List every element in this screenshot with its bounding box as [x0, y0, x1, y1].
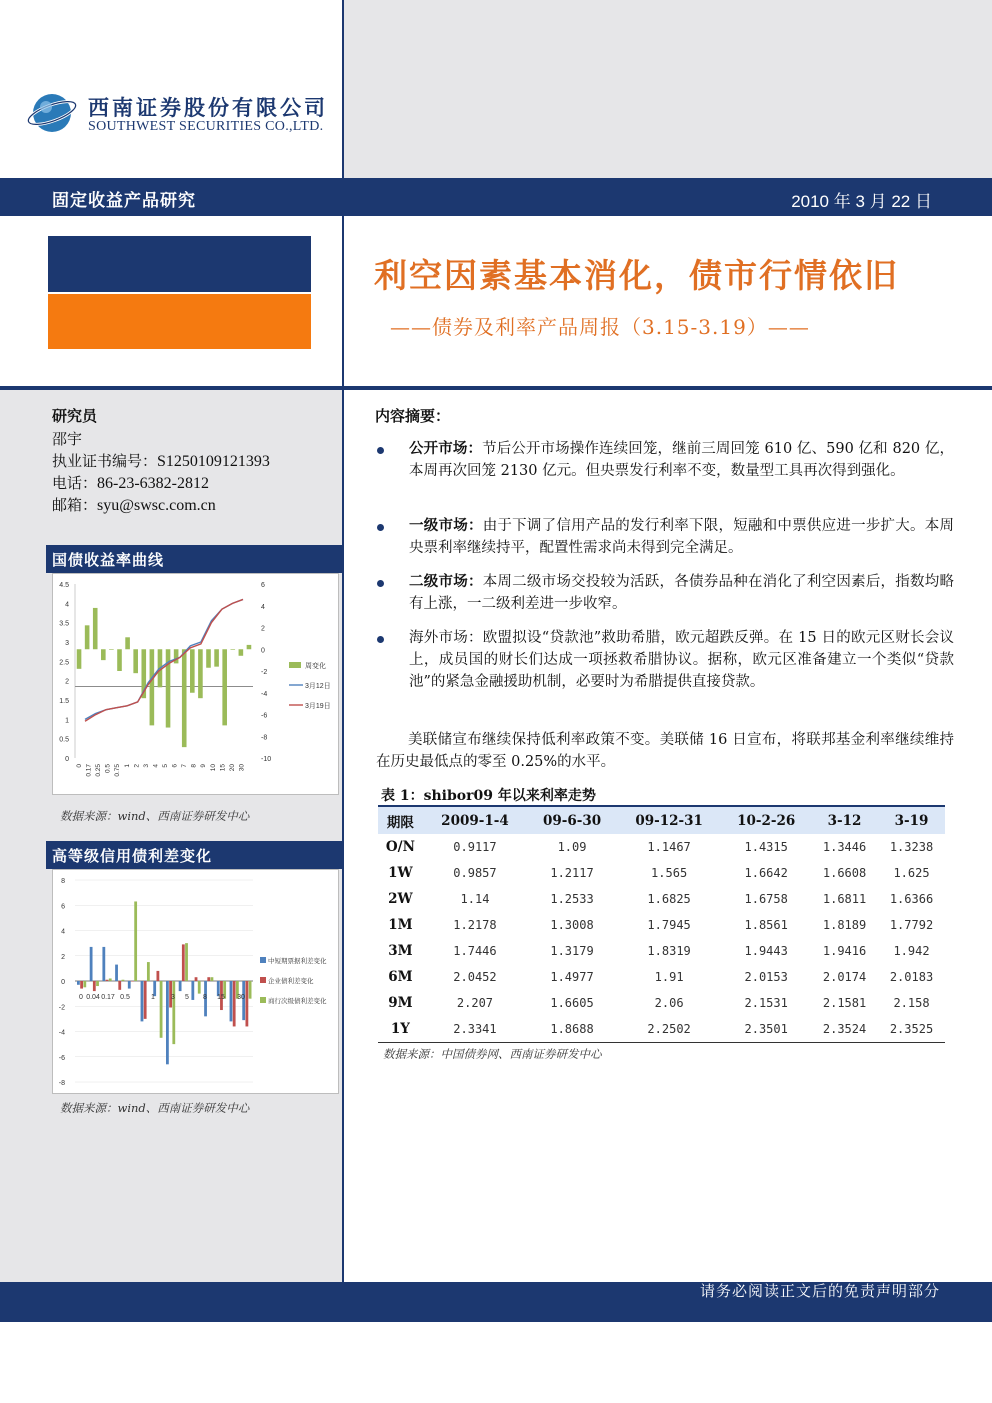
- table-cell: 2.1531: [744, 996, 788, 1010]
- x-tick-label: 5: [185, 994, 189, 1001]
- spread-change-bar: [83, 981, 86, 987]
- spread-change-bar: [134, 901, 137, 981]
- phone-label: 电话：: [52, 474, 98, 492]
- yield-curve-line: [85, 599, 243, 719]
- table-cell: 1.6608: [822, 866, 867, 880]
- x-tick-label: 0.5: [104, 764, 112, 774]
- right-tick-label: -2: [261, 669, 268, 676]
- analyst-phone: [52, 472, 209, 493]
- y-tick-label: 8: [61, 878, 65, 885]
- table-row-header: 9M: [388, 995, 413, 1011]
- spread-change-bar: [131, 981, 134, 982]
- table-row-header: 1Y: [378, 1016, 423, 1042]
- weekly-change-bar: [85, 625, 90, 649]
- y-tick-label: -8: [58, 1080, 65, 1087]
- legend-label: 3月19日: [305, 703, 331, 710]
- spread-change-bar: [211, 977, 214, 981]
- item-text: 海外市场：欧盟拟设“贷款池”救助希腊，欧元超跌反弹。在 15 日的欧元区财长会议上，成员国的财长们达成一项拯救希腊协议。据称，欧元区准备建立一个类似“贷款池”的紧急金融援助机制，必要时为希腊提供直接贷款。: [409, 630, 954, 690]
- x-tick-label: 9: [200, 764, 208, 768]
- table-cell: 2.158: [893, 996, 930, 1010]
- table-cell: 1.3179: [550, 944, 594, 958]
- table-cell: 1.6642: [744, 866, 788, 880]
- table-header-row: [378, 806, 945, 834]
- table-cell: 2.3341: [423, 1016, 527, 1042]
- spread-change-bar: [207, 977, 210, 981]
- x-tick-label: 15: [217, 994, 225, 1001]
- spread-change-bar: [128, 981, 131, 989]
- table-cell: 2.207: [456, 996, 494, 1010]
- table-cell: 1.1467: [647, 840, 691, 854]
- spread-change-bar: [109, 978, 112, 981]
- decor-block-navy: [48, 236, 311, 292]
- right-tick-label: -6: [261, 712, 268, 720]
- spread-change-bar: [160, 981, 163, 1038]
- table-cell: 1.2178: [453, 918, 497, 932]
- disclaimer-link[interactable]: 请务必阅读正文后的免责声明部分: [699, 1282, 940, 1300]
- spread-change-bar: [93, 981, 96, 991]
- table-source: 数据来源：中国债券网、西南证券研发中心: [383, 1047, 602, 1061]
- report-date: 2010 年 3 月 22 日: [791, 192, 932, 211]
- x-tick-label: 1: [151, 994, 155, 1001]
- table-cell: 1.8189: [822, 918, 867, 932]
- legend-swatch: [260, 957, 266, 963]
- spread-change-bar: [96, 981, 99, 986]
- table-header-cell: 09-6-30: [527, 806, 617, 834]
- summary-heading: 内容摘要：: [375, 407, 451, 425]
- table-cell: 1.6758: [744, 892, 788, 906]
- spread-change-bar: [195, 977, 198, 981]
- item-text: 本周二级市场交投较为活跃，各债券品种在消化了利空因素后，指数均略有上涨，一二级利差进一步收窄。: [409, 574, 955, 612]
- table-cell: 1.2533: [550, 892, 594, 906]
- table-row-header: O/N: [385, 839, 415, 855]
- legend-label: 3月12日: [305, 683, 331, 690]
- table-row: [378, 860, 945, 886]
- table-cell: 2.0452: [453, 970, 497, 984]
- spread-change-bar: [80, 981, 83, 989]
- bullet-icon: [377, 580, 384, 587]
- x-tick-label: 6: [171, 764, 179, 768]
- table-cell: 2.3525: [878, 1016, 945, 1042]
- report-title: 利空因素基本消化，债市行情依旧: [374, 256, 899, 295]
- bullet-icon: [377, 636, 384, 643]
- right-tick-label: 0: [261, 647, 265, 655]
- x-tick-label: 8: [203, 994, 207, 1001]
- left-tick-label: 4: [65, 601, 69, 609]
- yield-curve-chart: [53, 574, 338, 794]
- y-tick-label: -6: [58, 1054, 65, 1062]
- right-tick-label: -4: [261, 690, 268, 698]
- table-cell: 1.2117: [550, 866, 594, 880]
- table-cell: 2.2502: [617, 1016, 721, 1042]
- spread-change-bar: [230, 981, 233, 1021]
- summary-item-open-market: [409, 438, 954, 482]
- spread-change-bar: [191, 981, 194, 1000]
- credit-spread-chart: [53, 870, 338, 1093]
- x-tick-label: 0.75: [114, 764, 122, 777]
- table-cell: 1.7792: [889, 918, 934, 932]
- x-tick-label: 4: [152, 764, 160, 768]
- table-row: [378, 964, 945, 990]
- x-tick-label: 0.25: [95, 764, 103, 777]
- x-tick-label: 0.04: [86, 994, 100, 1001]
- table-cell: 2.3524: [811, 1016, 878, 1042]
- table-cell: 1.9416: [822, 944, 867, 958]
- spread-change-bar: [106, 980, 109, 981]
- table-cell: 0.9857: [453, 866, 497, 880]
- spread-change-bar: [185, 943, 188, 981]
- x-tick-label: 2: [133, 764, 141, 768]
- yield-curve-line: [85, 599, 243, 721]
- table-cell: 1.565: [651, 866, 688, 880]
- table-cell: 2.3501: [721, 1016, 811, 1042]
- analyst-email: [52, 494, 216, 515]
- spread-change-bar: [198, 981, 201, 994]
- table-cell: 2.06: [654, 996, 684, 1010]
- left-tick-label: 3: [65, 640, 69, 647]
- company-logo-icon: [26, 92, 78, 134]
- left-tick-label: 2.5: [59, 659, 69, 667]
- table-cell: 1.3446: [822, 840, 867, 854]
- spread-change-bar: [141, 981, 144, 1021]
- company-name-cn: 西南证券股份有限公司: [88, 95, 328, 120]
- summary-closing: 美联储宣布继续保持低利率政策不变。美联储 16 日宣布，将联邦基金利率继续维持在历史最低点的零至 0.25%的水平。: [376, 732, 954, 770]
- table-row: [378, 912, 945, 938]
- table-cell: 1.4315: [744, 840, 788, 854]
- spread-change-bar: [122, 980, 125, 981]
- table-row-header: 6M: [388, 969, 413, 985]
- table-cell: 1.8561: [744, 918, 788, 932]
- table-cell: 1.14: [460, 892, 490, 906]
- table-cell: 2.0153: [744, 970, 788, 984]
- section-title: 固定收益产品研究: [52, 191, 196, 211]
- weekly-change-bar: [117, 649, 122, 671]
- left-tick-label: 1: [65, 717, 69, 725]
- right-tick-label: 4: [261, 603, 265, 611]
- spread-change-bar: [77, 981, 80, 985]
- x-tick-label: 30: [238, 764, 246, 772]
- left-tick-label: 2: [65, 678, 69, 686]
- table-row-header: 3M: [388, 943, 413, 959]
- x-tick-label: 30: [237, 994, 245, 1001]
- table-cell: 2.0183: [889, 970, 934, 984]
- table-cell: 1.3238: [889, 840, 934, 854]
- item-label: 公开市场：: [409, 440, 483, 457]
- spread-change-bar: [118, 981, 121, 990]
- item-label: 一级市场：: [409, 517, 483, 534]
- bullet-icon: [377, 524, 384, 531]
- spread-change-bar: [179, 981, 182, 991]
- weekly-change-bar: [239, 649, 244, 656]
- x-tick-label: 0: [79, 994, 83, 1001]
- left-tick-label: 0: [65, 756, 69, 763]
- table-row-header: 2W: [388, 891, 413, 907]
- table-header-cell: 2009-1-4: [423, 806, 527, 834]
- y-tick-label: 4: [61, 928, 65, 936]
- table-cell: 2.0174: [822, 970, 867, 984]
- analyst-name: 邵宇: [52, 430, 83, 448]
- table-row: [378, 886, 945, 912]
- x-tick-label: 3: [171, 994, 175, 1001]
- spread-change-bar: [249, 981, 252, 999]
- table-row-header: 1W: [388, 865, 413, 881]
- legend-label: 企业债利差变化: [268, 978, 314, 985]
- table-header-cell: 3-12: [811, 806, 878, 834]
- table-cell: 1.4977: [550, 970, 594, 984]
- chart2-header: 高等级信用债利差变化: [46, 841, 344, 869]
- weekly-change-bar: [101, 649, 106, 660]
- decor-block-orange: [48, 294, 311, 349]
- right-tick-label: 2: [261, 625, 265, 633]
- left-tick-label: 0.5: [59, 736, 69, 744]
- weekly-change-bar: [182, 649, 187, 747]
- summary-item-primary-market: [409, 515, 954, 559]
- weekly-change-bar: [93, 608, 98, 649]
- table-cell: 2.1581: [822, 996, 867, 1010]
- chart2-source: 数据来源：wind、西南证券研发中心: [60, 1101, 250, 1115]
- weekly-change-bar: [174, 649, 179, 663]
- left-tick-label: 3.5: [59, 620, 69, 628]
- table-header-cell: 3-19: [878, 806, 945, 834]
- table-cell: 1.6366: [889, 892, 934, 906]
- table-row: [378, 1016, 945, 1042]
- table-title: 表 1：shibor09 年以来利率走势: [381, 788, 596, 804]
- table-cell: 1.91: [654, 970, 684, 984]
- spread-change-bar: [245, 981, 248, 1026]
- company-name-en: SOUTHWEST SECURITIES CO.,LTD.: [88, 119, 324, 134]
- x-tick-label: 7: [181, 764, 189, 768]
- spread-change-bar: [147, 962, 150, 981]
- legend-swatch: [289, 662, 301, 668]
- item-text: 由于下调了信用产品的发行利率下限，短融和中票供应进一步扩大。本周央票利率继续持平，配置性需求尚未得到完全满足。: [409, 518, 955, 556]
- summary-item-overseas-market: [409, 627, 954, 693]
- right-tick-label: -8: [261, 734, 268, 742]
- table-row: [378, 938, 945, 964]
- x-tick-label: 20: [228, 764, 236, 772]
- spread-change-bar: [115, 965, 118, 981]
- weekly-change-bar: [133, 649, 138, 673]
- left-tick-label: 4.5: [59, 582, 69, 589]
- table-header-cell: 10-2-26: [721, 806, 811, 834]
- y-tick-label: 6: [61, 903, 65, 911]
- table-cell: 1.6825: [647, 892, 691, 906]
- table-cell: 1.942: [893, 944, 930, 958]
- summary-item-secondary-market: [409, 571, 954, 615]
- right-tick-label: -10: [261, 756, 272, 763]
- legend-swatch: [260, 977, 266, 983]
- email-label: 邮箱：: [52, 496, 98, 514]
- spread-change-bar: [166, 981, 169, 1064]
- spread-change-bar: [90, 947, 93, 981]
- x-tick-label: 8: [190, 764, 198, 768]
- item-text: 节后公开市场操作连续回笼，继前三周回笼 610 亿、590 亿和 820 亿，本周再次回笼 2130 亿元。但央票发行利率不变，数量型工具再次得到强化。: [409, 441, 954, 479]
- weekly-change-bar: [125, 637, 130, 649]
- x-tick-label: 10: [209, 764, 217, 772]
- x-tick-label: 15: [219, 764, 227, 772]
- weekly-change-bar: [109, 649, 114, 650]
- weekly-change-bar: [198, 649, 203, 698]
- y-tick-label: 0: [61, 979, 65, 986]
- weekly-change-bar: [247, 645, 252, 649]
- right-tick-label: 6: [261, 582, 265, 589]
- weekly-change-bar: [214, 649, 219, 666]
- table-cell: 1.9443: [744, 944, 788, 958]
- table-row-header: 1M: [388, 917, 413, 933]
- spread-change-bar: [172, 981, 175, 1044]
- left-tick-label: 1.5: [59, 698, 69, 705]
- table-cell: 1.3008: [550, 918, 594, 932]
- table-header-cell: 09-12-31: [617, 806, 721, 834]
- header-gray-panel: [344, 0, 992, 178]
- weekly-change-bar: [77, 649, 82, 669]
- table-cell: 1.8688: [527, 1016, 617, 1042]
- x-tick-label: 0.17: [85, 764, 93, 777]
- y-tick-label: -2: [58, 1004, 65, 1012]
- legend-label: 中短期票据利差变化: [268, 958, 327, 965]
- weekly-change-bar: [222, 649, 227, 725]
- analyst-heading: 研究员: [52, 407, 98, 425]
- analyst-license: [52, 450, 270, 471]
- table-header-cell: 期限: [378, 806, 423, 834]
- spread-change-bar: [102, 947, 105, 981]
- x-tick-label: 3: [142, 764, 150, 768]
- table-row: [378, 990, 945, 1016]
- table-cell: 0.9117: [453, 840, 497, 854]
- spread-change-bar: [182, 944, 185, 981]
- chart2-frame: [52, 869, 339, 1094]
- chart1-source: 数据来源：wind、西南证券研发中心: [60, 809, 250, 823]
- table-cell: 1.7945: [647, 918, 691, 932]
- x-tick-label: 0: [76, 764, 83, 768]
- table-cell: 1.8319: [647, 944, 691, 958]
- table-cell: 1.09: [557, 840, 587, 854]
- shibor-table: [378, 805, 945, 1043]
- report-subtitle: ——债券及利率产品周报（3.15-3.19）——: [390, 315, 810, 339]
- chart1-frame: [52, 573, 339, 795]
- table-cell: 1.7446: [453, 944, 497, 958]
- sidebar-gray-panel: [0, 390, 342, 1282]
- email-value[interactable]: syu@swsc.com.cn: [97, 497, 216, 514]
- table-cell: 1.6811: [822, 892, 867, 906]
- table-row: [378, 834, 945, 860]
- x-tick-label: 1: [123, 764, 131, 768]
- license-value: S1250109121393: [157, 453, 270, 470]
- y-tick-label: -4: [58, 1029, 65, 1037]
- legend-label: 商行次级债利差变化: [268, 998, 327, 1005]
- item-label: 二级市场：: [409, 573, 483, 590]
- weekly-change-bar: [150, 649, 155, 725]
- x-tick-label: 0.5: [120, 994, 130, 1001]
- spread-change-bar: [156, 971, 159, 981]
- weekly-change-bar: [190, 649, 195, 693]
- bullet-icon: [377, 447, 384, 454]
- weekly-change-bar: [206, 649, 211, 667]
- legend-swatch: [260, 997, 266, 1003]
- spread-change-bar: [233, 981, 236, 1026]
- x-tick-label: 0.17: [101, 994, 115, 1001]
- x-tick-label: 5: [162, 764, 169, 768]
- title-divider: [0, 386, 992, 390]
- license-label: 执业证书编号：: [52, 452, 158, 470]
- spread-change-bar: [144, 981, 147, 1019]
- legend-label: 周变化: [305, 663, 326, 670]
- table-cell: 1.625: [893, 866, 930, 880]
- weekly-change-bar: [230, 649, 235, 650]
- table-cell: 1.6605: [550, 996, 594, 1010]
- chart1-header: 国债收益率曲线: [46, 545, 344, 573]
- y-tick-label: 2: [61, 953, 65, 961]
- phone-value: 86-23-6382-2812: [97, 475, 209, 492]
